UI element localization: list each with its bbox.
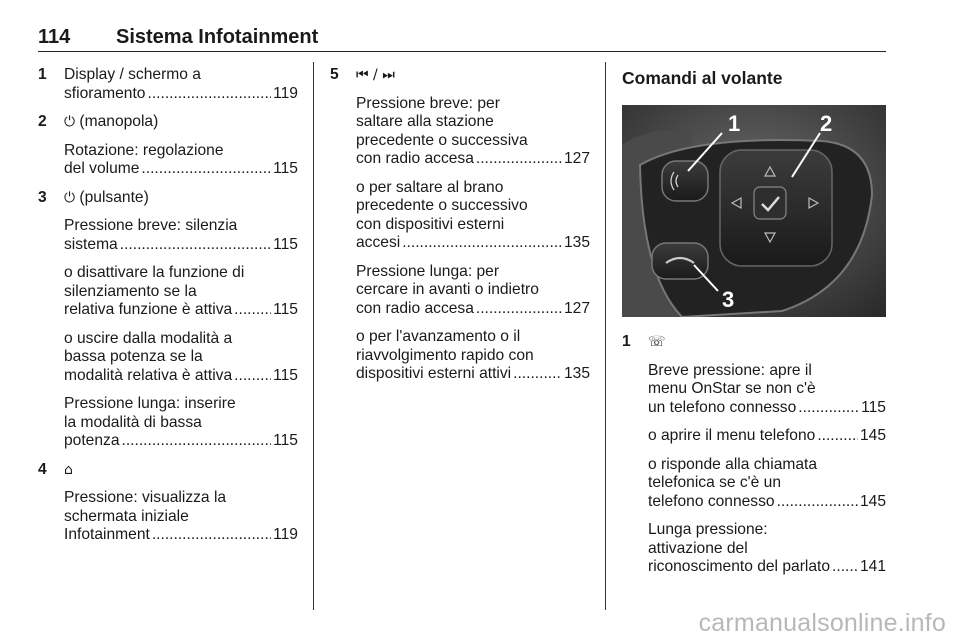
item-text: schermata iniziale	[64, 507, 189, 525]
item-text: potenza	[64, 432, 120, 449]
item-text: del volume	[64, 160, 140, 177]
callout-label-2: 2	[820, 111, 833, 136]
page-ref[interactable]: 115	[273, 301, 298, 318]
ref-row	[648, 399, 886, 418]
item-text: riavvolgimento rapido con	[356, 346, 534, 364]
leader-dots	[513, 365, 562, 384]
page-title: Sistema Infotainment	[116, 26, 319, 48]
page-ref[interactable]: 115	[861, 398, 886, 416]
item-number: 2	[38, 113, 47, 130]
page-ref[interactable]: 135	[563, 234, 590, 251]
item-text: Rotazione: regolazione	[64, 141, 224, 159]
item-text: saltare alla stazione	[356, 113, 494, 130]
column-3	[622, 66, 886, 577]
section-title: Comandi al volante	[622, 68, 783, 88]
item-text: menu OnStar se non c'è	[648, 380, 816, 397]
list-item-4	[38, 461, 298, 545]
page-number: 114	[38, 26, 71, 48]
list-item-1	[622, 333, 886, 577]
item-text: o disattivare la funzione di	[64, 264, 245, 281]
item-text: accesi	[356, 234, 401, 251]
leader-dots	[141, 160, 271, 179]
page-header	[38, 26, 886, 52]
page-ref[interactable]: 145	[859, 427, 886, 444]
column-2	[330, 66, 590, 384]
item-text: modalità relativa è attiva	[64, 366, 233, 384]
item-text: con radio accesa	[356, 299, 474, 317]
item-text: riconoscimento del parlato	[648, 558, 831, 575]
item-text: Pressione breve: per	[356, 94, 500, 112]
item-text: Display / schermo a	[64, 66, 201, 83]
power-icon: ⏻	[64, 189, 76, 206]
leader-dots	[234, 367, 271, 386]
ref-row	[64, 160, 298, 179]
leader-dots	[798, 399, 859, 418]
ref-row	[356, 365, 590, 384]
leader-dots	[832, 558, 858, 577]
leader-dots	[402, 234, 562, 253]
list-item-1	[38, 66, 298, 103]
item-number: 1	[38, 66, 47, 83]
list-item-2	[38, 113, 298, 179]
page-ref[interactable]: 119	[273, 84, 298, 102]
ref-row	[64, 526, 298, 545]
page-ref[interactable]: 115	[273, 366, 298, 384]
item-text: Pressione breve: silenzia	[64, 217, 238, 234]
item-text: sfioramento	[64, 84, 146, 102]
ref-row	[64, 432, 298, 451]
item-text: Pressione lunga: per	[356, 262, 500, 280]
leader-dots	[122, 432, 272, 451]
ref-row	[648, 558, 886, 577]
column-divider	[605, 62, 606, 610]
item-text: o per l'avanzamento o il	[356, 328, 521, 345]
item-text: o risponde alla chiamata	[648, 455, 818, 473]
page-ref[interactable]: 127	[563, 150, 590, 167]
item-text: precedente o successivo	[356, 197, 528, 214]
voice-phone-icon: ☏	[648, 334, 666, 350]
column-divider	[313, 62, 314, 610]
item-text: o aprire il menu telefono	[648, 427, 816, 444]
item-text: attivazione del	[648, 539, 748, 557]
ref-row	[64, 85, 298, 104]
leader-dots	[777, 493, 858, 512]
item-text: con dispositivi esterni	[356, 215, 505, 233]
page-ref[interactable]: 145	[859, 492, 886, 510]
item-text: un telefono connesso	[648, 398, 797, 416]
steering-wheel-controls-photo	[622, 105, 886, 317]
item-label: (pulsante)	[79, 188, 149, 206]
item-text: Breve pressione: apre il	[648, 361, 812, 379]
item-text: sistema	[64, 235, 118, 253]
power-icon: ⏻	[64, 114, 76, 130]
list-item-5	[330, 66, 590, 384]
leader-dots	[476, 150, 562, 169]
item-text: Pressione: visualizza la	[64, 489, 227, 506]
ref-row	[356, 234, 590, 253]
page-ref[interactable]: 119	[273, 526, 298, 543]
item-number: 3	[38, 188, 47, 206]
ref-row	[64, 367, 298, 386]
skip-track-icon: ⏮ / ⏭	[356, 67, 395, 83]
item-text: la modalità di bassa	[64, 413, 202, 431]
item-text: Lunga pressione:	[648, 521, 768, 538]
item-text: relativa funzione è attiva	[64, 301, 233, 318]
leader-dots	[817, 427, 858, 446]
leader-dots	[147, 85, 271, 104]
item-label: (manopola)	[79, 113, 159, 130]
list-item-3	[38, 189, 298, 451]
ref-row	[64, 301, 298, 320]
ok-button[interactable]	[754, 187, 786, 219]
item-text: o per saltare al brano	[356, 178, 504, 196]
item-text: Infotainment	[64, 526, 150, 543]
column-1	[38, 66, 298, 545]
callout-label-3: 3	[722, 287, 735, 312]
item-number: 5	[330, 66, 339, 83]
item-text: precedente o successiva	[356, 131, 528, 149]
leader-dots	[234, 301, 271, 320]
ref-row	[648, 493, 886, 512]
item-text: telefono connesso	[648, 492, 775, 510]
item-text: bassa potenza se la	[64, 348, 203, 365]
item-text: Pressione lunga: inserire	[64, 395, 236, 412]
item-text: silenziamento se la	[64, 282, 197, 300]
page-ref[interactable]: 115	[273, 432, 298, 449]
watermark: carmanualsonline.info	[698, 609, 946, 637]
page-ref[interactable]: 115	[273, 235, 298, 253]
item-text: o uscire dalla modalità a	[64, 329, 233, 347]
page-ref[interactable]: 127	[563, 299, 590, 317]
voice-button[interactable]	[662, 161, 708, 201]
ref-row	[648, 427, 886, 446]
callout-label-1: 1	[728, 111, 741, 136]
ref-row	[356, 300, 590, 319]
item-number: 4	[38, 460, 47, 478]
ref-row	[356, 150, 590, 169]
page-ref[interactable]: 141	[859, 558, 886, 575]
ref-row	[64, 236, 298, 255]
hangup-button[interactable]	[652, 243, 708, 279]
item-number: 1	[622, 333, 631, 350]
item-text: cercare in avanti o indietro	[356, 281, 539, 298]
item-text: telefonica se c'è un	[648, 474, 782, 491]
item-text: dispositivi esterni attivi	[356, 365, 512, 382]
page-ref[interactable]: 115	[273, 160, 298, 177]
item-text: con radio accesa	[356, 150, 474, 167]
leader-dots	[152, 526, 271, 545]
home-icon: ⌂	[64, 461, 73, 478]
leader-dots	[120, 236, 271, 255]
leader-dots	[476, 300, 562, 319]
page-ref[interactable]: 135	[563, 365, 590, 382]
